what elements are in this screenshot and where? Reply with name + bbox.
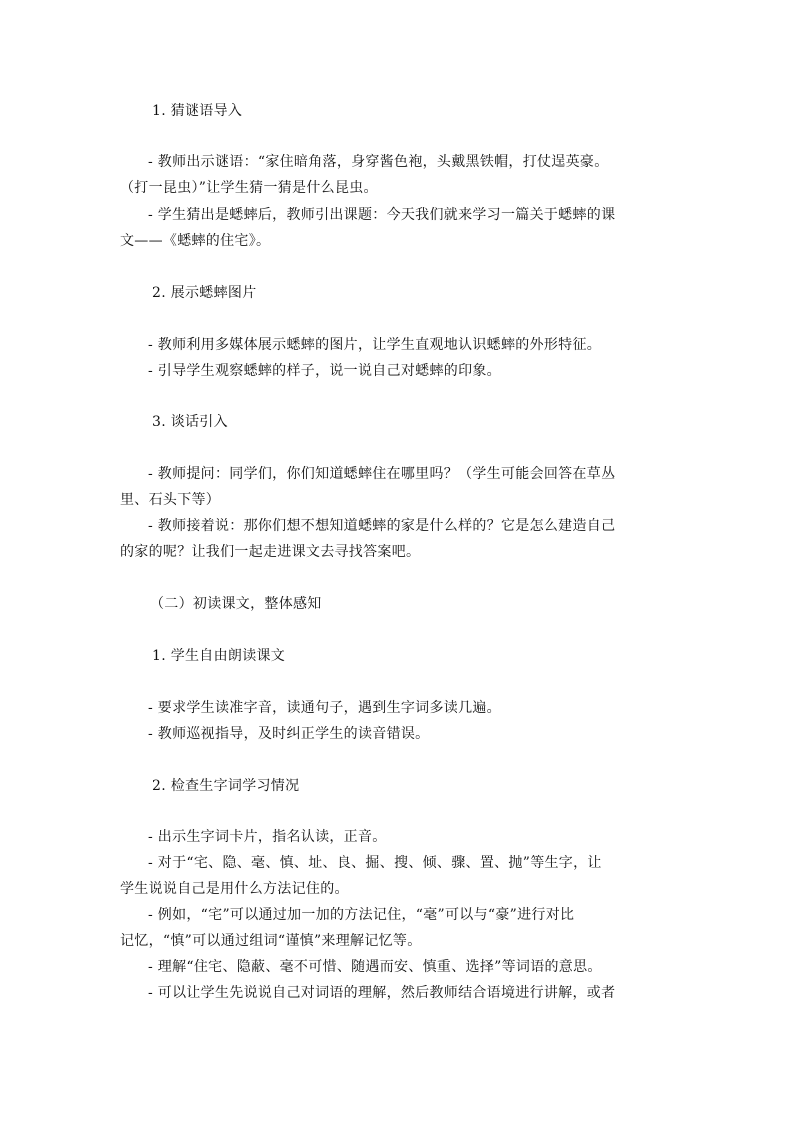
paragraph-riddle-line2: （打一昆虫）”让学生猜一猜是什么昆虫。 bbox=[120, 180, 378, 196]
paragraph-characters-line2: 学生说说自己是用什么方法记住的。 bbox=[120, 881, 349, 897]
paragraph-understand-words: - 理解“住宅、隐蔽、毫不可惜、随遇而安、慎重、选择”等词语的意思。 bbox=[148, 959, 602, 975]
heading-show-picture: 2. 展示蟋蟀图片 bbox=[152, 285, 257, 301]
paragraph-topic-line2: 文——《蟋蟀的住宅》。 bbox=[120, 233, 271, 249]
paragraph-word-cards: - 出示生字词卡片，指名认读，正音。 bbox=[148, 829, 387, 845]
paragraph-question-line1: - 教师提问：同学们，你们知道蟋蟀住在哪里吗？（学生可能会回答在草丛 bbox=[148, 466, 616, 482]
paragraph-characters-line1: - 对于“宅、隐、毫、慎、址、良、掘、搜、倾、骤、置、抛”等生字，让 bbox=[148, 855, 602, 871]
paragraph-question-line2: 里、石头下等） bbox=[120, 492, 221, 508]
paragraph-read-accurately: - 要求学生读准字音，读通句子，遇到生字词多读几遍。 bbox=[148, 700, 501, 716]
heading-guess-riddle: 1. 猜谜语导入 bbox=[152, 103, 243, 119]
heading-free-reading: 1. 学生自由朗读课文 bbox=[152, 648, 286, 664]
heading-talk-intro: 3. 谈话引入 bbox=[152, 414, 228, 430]
paragraph-riddle-line1: - 教师出示谜语：“家住暗角落，身穿酱色袍，头戴黑铁帽，打仗逞英豪。 bbox=[148, 154, 609, 170]
paragraph-teacher-guide: - 教师巡视指导，及时纠正学生的读音错误。 bbox=[148, 726, 430, 742]
heading-check-words: 2. 检查生字词学习情况 bbox=[152, 778, 300, 794]
paragraph-continue-line1: - 教师接着说：那你们想不想知道蟋蟀的家是什么样的？它是怎么建造自己 bbox=[148, 518, 616, 534]
paragraph-observe: - 引导学生观察蟋蟀的样子，说一说自己对蟋蟀的印象。 bbox=[148, 363, 501, 379]
section-heading-first-reading: （二）初读课文，整体感知 bbox=[150, 596, 322, 612]
paragraph-example-line2: 记忆，“慎”可以通过组词“谨慎”来理解记忆等。 bbox=[120, 933, 422, 949]
paragraph-multimedia: - 教师利用多媒体展示蟋蟀的图片，让学生直观地认识蟋蟀的外形特征。 bbox=[148, 337, 602, 353]
paragraph-topic-line1: - 学生猜出是蟋蟀后，教师引出课题：今天我们就来学习一篇关于蟋蟀的课 bbox=[148, 207, 616, 223]
paragraph-example-line1: - 例如，“宅”可以通过加一加的方法记住，“毫”可以与“豪”进行对比 bbox=[148, 907, 575, 923]
paragraph-continue-line2: 的家的呢？让我们一起走进课文去寻找答案吧。 bbox=[120, 544, 421, 560]
paragraph-student-explain: - 可以让学生先说说自己对词语的理解，然后教师结合语境进行讲解，或者 bbox=[148, 985, 616, 1001]
